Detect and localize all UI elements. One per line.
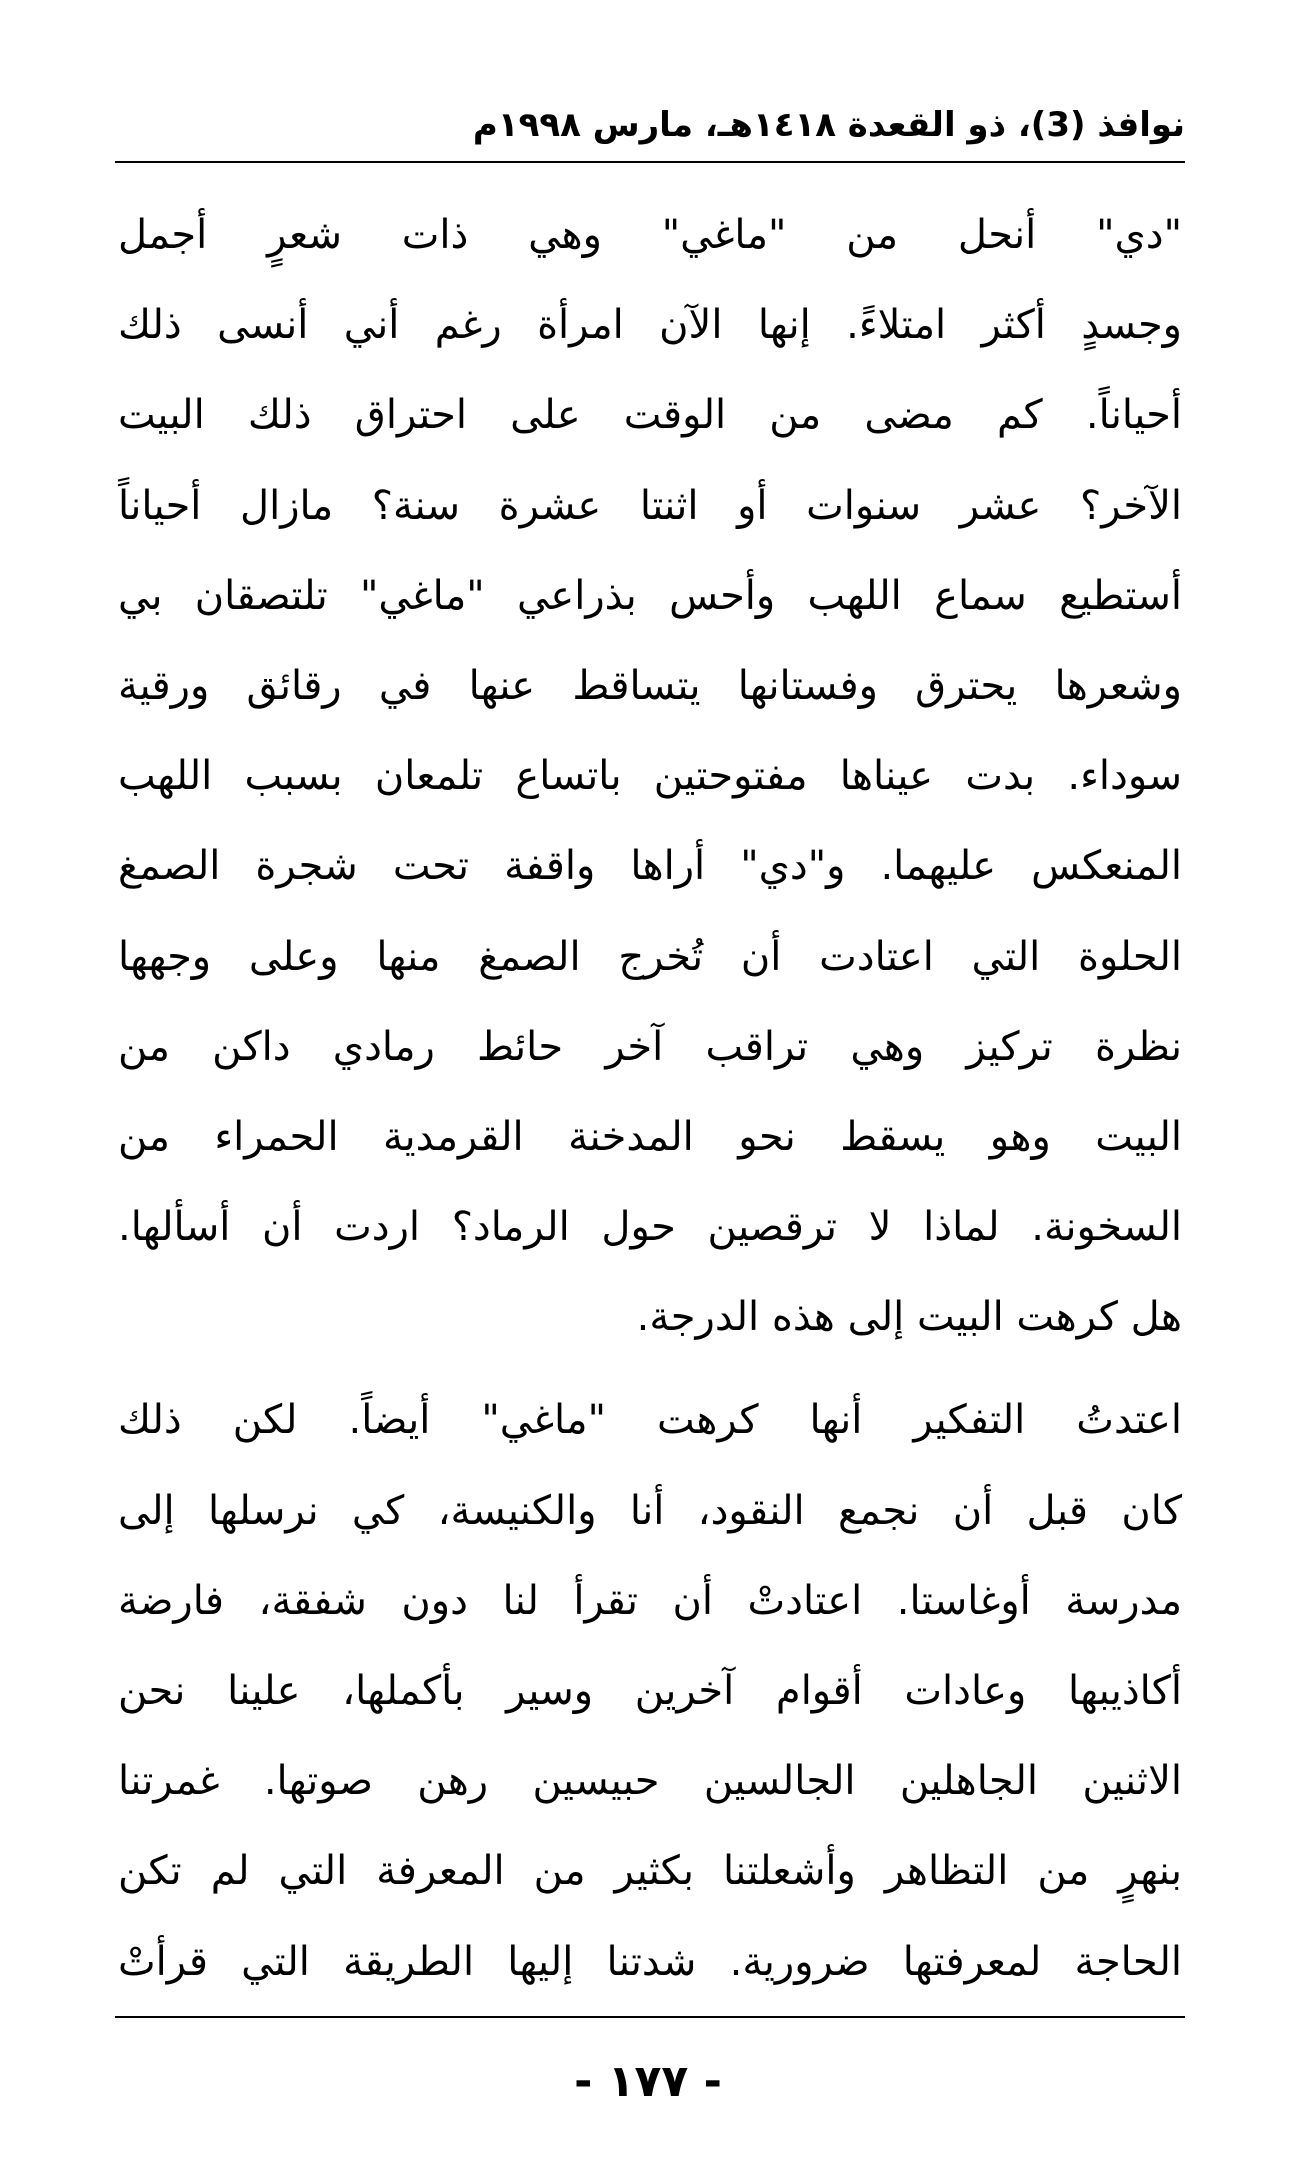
text-line: أستطيع سماع اللهب وأحس بذراعي "ماغي" تلتصقان بي: [118, 572, 1182, 619]
text-line: مدرسة أوغاستا. اعتادتْ أن تقرأ لنا دون شفقة، فارضة: [118, 1577, 1182, 1624]
text-line: كان قبل أن نجمع النقود، أنا والكنيسة، كي نرسلها إلى: [118, 1487, 1182, 1534]
text-line: نظرة تركيز وهي تراقب آخر حائط رمادي داكن من: [118, 1023, 1182, 1070]
paragraph-2: [118, 1375, 1182, 2006]
text-line: المنعكس عليهما. و"دي" أراها واقفة تحت شجرة الصمغ: [118, 843, 1182, 890]
paragraph-1: [118, 190, 1182, 1362]
body-text: [118, 190, 1182, 2007]
text-line: وشعرها يحترق وفستانها يتساقط عنها في رقائق ورقية: [118, 662, 1182, 709]
page-number: - ١٧٧ -: [574, 2056, 722, 2107]
text-line: أحياناً. كم مضى من الوقت على احتراق ذلك البيت: [118, 392, 1182, 439]
text-line: بنهرٍ من التظاهر وأشعلتنا بكثير من المعرفة التي لم تكن: [118, 1848, 1182, 1895]
running-header: نوافذ (3)، ذو القعدة ١٤١٨هـ، مارس ١٩٩٨م: [472, 105, 1185, 145]
text-line: الآخر؟ عشر سنوات أو اثنتا عشرة سنة؟ مازال أحياناً: [118, 482, 1182, 529]
text-line: الحاجة لمعرفتها ضرورية. شدتنا إليها الطريقة التي قرأتْ: [118, 1938, 1182, 1985]
text-line: أكاذيبها وعادات أقوام آخرين وسير بأكملها، علينا نحن: [118, 1668, 1182, 1714]
text-line: هل كرهت البيت إلى هذه الدرجة.: [636, 1294, 1182, 1341]
text-line: سوداء. بدت عيناها مفتوحتين باتساع تلمعان بسبب اللهب: [118, 753, 1182, 800]
text-line: الحلوة التي اعتادت أن تُخرج الصمغ منها وعلى وجهها: [118, 933, 1182, 980]
text-line: اعتدتُ التفكير أنها كرهت "ماغي" أيضاً. لكن ذلك: [118, 1397, 1182, 1444]
text-line: الاثنين الجاهلين الجالسين حبيسين رهن صوتها. غمرتنا: [118, 1758, 1182, 1805]
text-line: البيت وهو يسقط نحو المدخنة القرمدية الحمراء من: [118, 1113, 1182, 1160]
footer-rule: [115, 2016, 1185, 2018]
text-line: السخونة. لماذا لا ترقصين حول الرماد؟ اردت أن أسألها.: [118, 1204, 1182, 1251]
text-line: "دي" أنحل من "ماغي" وهي ذات شعرٍ أجمل: [118, 212, 1182, 258]
text-line: وجسدٍ أكثر امتلاءً. إنها الآن امرأة رغم أني أنسى ذلك: [118, 302, 1182, 349]
header-rule: [115, 161, 1185, 163]
